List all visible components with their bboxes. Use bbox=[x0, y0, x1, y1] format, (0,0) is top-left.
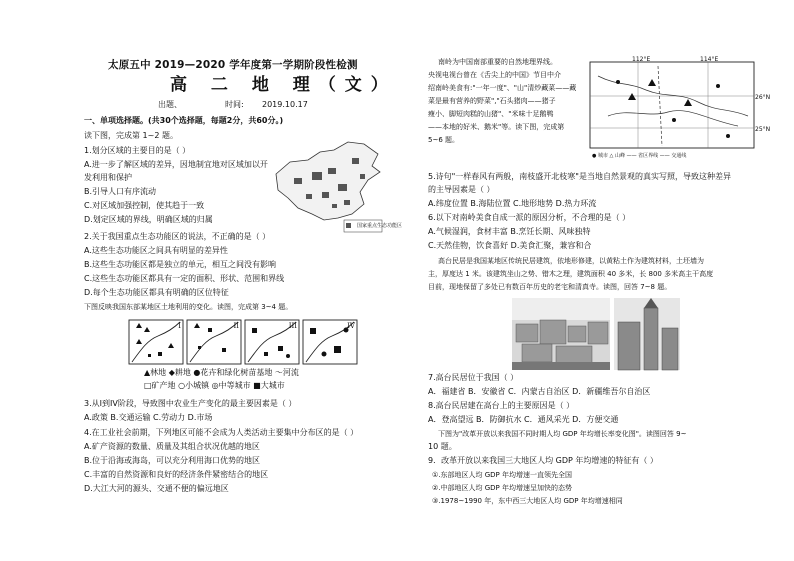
q4-option-b: B.位于沿海或海岛，可以充分利用海口优势的地区 bbox=[84, 456, 261, 465]
legend-row-2: □矿产地 ○小城镇 ◎中等城市 ■大城市 bbox=[144, 381, 285, 390]
nanling-map bbox=[588, 56, 771, 160]
gaotai-photos bbox=[512, 298, 680, 370]
q2: 2.关于我国重点生态功能区的说法，不正确的是（ ） bbox=[84, 232, 271, 241]
passage2-line-1: 高台民居是我国某地区传统民居建筑，依地形修建，以黄粘土作为建筑材料，土坯墙为 bbox=[438, 257, 704, 265]
q6: 6.以下对南岭美食自成一派的原因分析，不合理的是（ ） bbox=[428, 213, 631, 222]
q2-option-b: B.这些生态功能区都是独立的单元，相互之间没有影响 bbox=[84, 260, 277, 269]
q2-option-c: C.这些生态功能区都具有一定的面积、形状、范围和界线 bbox=[84, 274, 285, 283]
q9: 9．改革开放以来我国三大地区人均 GDP 年均增速的特征有（ ） bbox=[428, 456, 658, 465]
panel-label-2: II bbox=[233, 322, 239, 330]
q4-option-a: A.矿产资源的数量、质量及其组合状况优越的地区 bbox=[84, 442, 260, 451]
q9-item-3: ③.1978~1990 年，东中西三大地区人均 GDP 年均增速相同 bbox=[432, 497, 623, 505]
q6-options-cd: C.天然佳物，饮食喜好 D.美食汇聚，兼容和合 bbox=[428, 241, 592, 250]
q1-option-d: D.划定区域的界线，明确区域的归属 bbox=[84, 215, 213, 224]
passage-line-4: 菜是最有营养的野菜","石头猪肉——猪子 bbox=[428, 97, 556, 105]
map-lon-114: 114°E bbox=[700, 56, 719, 63]
q8: 8.高台民居建在高台上的主要原因是（ ） bbox=[428, 401, 575, 410]
passage-line-3: 绍南岭美食有:"一年一度"、"山"清炒藏菜——藏 bbox=[428, 84, 577, 92]
q2-option-a: A.这些生态功能区之间具有明显的差异性 bbox=[84, 246, 228, 255]
exam-title: 太原五中 2019—2020 学年度第一学期阶段性检测 bbox=[108, 59, 358, 71]
passage-line-6: ——本地的好米、鹅米"等。读下图，完成第 bbox=[428, 123, 565, 131]
map-lon-112: 112°E bbox=[632, 56, 651, 63]
q4-option-d: D.大江大河的源头、交通不便的偏远地区 bbox=[84, 484, 229, 493]
q3-options: A.政策 B.交通运输 C.劳动力 D.市场 bbox=[84, 413, 213, 422]
meta-time-label: 时间: bbox=[225, 100, 244, 109]
map-legend: ● 城市 △ 山峰 —— 省区界线 —— 交通线 bbox=[592, 153, 687, 159]
intro1: 读下图，完成第 1~2 题。 bbox=[84, 131, 178, 140]
q5-cont: 的主导因素是（ ） bbox=[428, 185, 495, 194]
q3: 3.从I到IV阶段，导致图中农业生产变化的最主要因素是（ ） bbox=[84, 399, 297, 408]
meta-time: 2019.10.17 bbox=[262, 100, 308, 109]
map-lat-26: 26°N bbox=[755, 94, 771, 101]
legend-row-1: ▲林地 ◆耕地 ●花卉和绿化树苗基地 ～河流 bbox=[144, 368, 299, 377]
q7-options: A．福建省 B．安徽省 C．内蒙古自治区 D．新疆维吾尔自治区 bbox=[428, 387, 651, 396]
q4: 4.在工业社会前期，下列地区可能不会成为人类活动主要集中分布区的是（ ） bbox=[84, 428, 359, 437]
map-lat-25: 25°N bbox=[755, 126, 771, 133]
passage-line-2: 央视电视台曾在《舌尖上的中国》节目中介 bbox=[428, 71, 561, 79]
panel-label-4: IV bbox=[347, 322, 355, 330]
q1: 1.划分区域的主要目的是（ ） bbox=[84, 146, 191, 155]
meta-author: 出题、 bbox=[158, 100, 182, 109]
intro3: 下图反映我国东部某地区土地利用的变化。读图，完成第 3~4 题。 bbox=[84, 303, 293, 311]
section1-heading: 一、单项选择题。(共30个选择题，每题2分，共60分。) bbox=[84, 116, 284, 125]
subject-title: 高 二 地 理（文） bbox=[170, 75, 397, 95]
q8-options: A．登高望远 B．防御抗水 C．通风采光 D．方便交通 bbox=[428, 415, 619, 424]
passage3-line-2: 10 题。 bbox=[428, 442, 457, 451]
passage-line-1: 南岭为中国南部重要的自然地理界线。 bbox=[438, 58, 557, 66]
map1-caption: 国家重点生态功能区 bbox=[357, 223, 403, 229]
q2-option-d: D.每个生态功能区都具有明确的区位特征 bbox=[84, 288, 229, 297]
q1-option-a-cont: 发利用和保护 bbox=[84, 173, 132, 182]
q7: 7.高台民居位于我国（ ） bbox=[428, 373, 519, 382]
passage3-line-1: 下图为"改革开放以来我国不同时期人均 GDP 年均增长率变化图"。读图回答 9~ bbox=[438, 430, 687, 438]
q9-item-1: ①.东部地区人均 GDP 年均增速一直领先全国 bbox=[432, 471, 572, 479]
q5: 5.诗句"一样春风有两般，南枝盛开北枝寒"是当地自然景观的真实写照，导致这种差异 bbox=[428, 172, 731, 181]
q1-option-b: B.引导人口有序流动 bbox=[84, 187, 157, 196]
q5-options: A.纬度位置 B.海陆位置 C.地形地势 D.热力环流 bbox=[428, 199, 597, 208]
passage2-line-3: 目前，现地保留了多处已有数百年历史的老宅和清真寺。读图，回答 7~8 题。 bbox=[428, 283, 672, 291]
china-eco-zones-map bbox=[268, 138, 388, 234]
q4-option-c: C.丰富的自然资源和良好的经济条件紧密结合的地区 bbox=[84, 470, 269, 479]
panel-label-3: III bbox=[288, 322, 297, 330]
passage-line-5: 瘦小、脚短肉糕的山猪"、"米味十足鹅鸭 bbox=[428, 110, 554, 118]
panel-label-1: I bbox=[178, 322, 181, 330]
q1-option-c: C.对区域加强控制，使其趋于一致 bbox=[84, 201, 205, 210]
q6-options-ab: A.气候湿润，食材丰富 B.烹饪长期、风味独特 bbox=[428, 227, 591, 236]
q1-option-a: A.进一步了解区域的差异，因地制宜地对区域加以开 bbox=[84, 160, 268, 169]
passage2-line-2: 主，厚度达 1 米。该建筑坐山之势、错木之理，建筑面积 40 多米，长 800 多米高主干高度 bbox=[428, 270, 714, 278]
q9-item-2: ②.中部地区人均 GDP 年均增速呈加快的态势 bbox=[432, 484, 572, 492]
passage-line-7: 5~6 题。 bbox=[428, 136, 459, 144]
land-use-panels bbox=[128, 318, 358, 366]
